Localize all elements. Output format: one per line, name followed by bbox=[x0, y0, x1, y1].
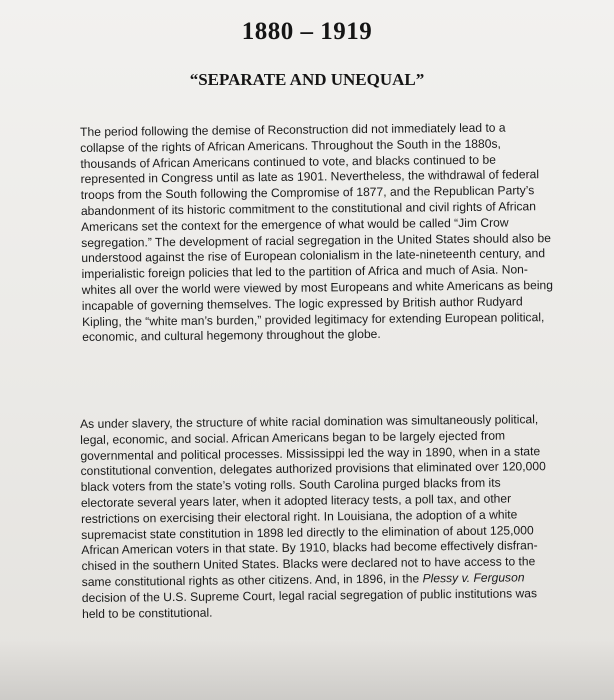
paragraph-line: restrictions on exercising their electoral right. In Louisiana, the adoption of a white bbox=[80, 507, 518, 526]
paragraph-line: chised in the southern United States. Blacks were declared not to have access to the bbox=[81, 554, 536, 574]
page-shadow bbox=[0, 640, 614, 700]
paragraph-line: Americans set the context for the emergence of what would be called “Jim Crow bbox=[80, 215, 509, 234]
paragraph-line: whites all over the world were viewed by most Europeans and white Americans as being bbox=[81, 278, 554, 297]
paragraph-line: constitutional convention, delegates authorized provisions that eliminated over 120,000 bbox=[80, 459, 546, 479]
page-title: 1880 – 1919 bbox=[241, 18, 373, 45]
paragraph-line: decision of the U.S. Supreme Court, legal racial segregation of public institutions was bbox=[81, 585, 538, 605]
paragraph-line: collapse of the rights of African Americans. Throughout the South in the 1880s, bbox=[80, 136, 501, 155]
paragraph-line: imperialistic foreign policies that led to the partition of Africa and much of Asia. Non- bbox=[81, 262, 528, 282]
paragraph-line: African American voters in that state. By 1910, blacks had become effectively disfran- bbox=[81, 538, 538, 558]
paragraph-line: held to be constitutional. bbox=[81, 605, 213, 621]
case-name: Plessy v. Ferguson bbox=[422, 570, 525, 586]
paragraph-line: troops from the South following the Compromise of 1877, and the Republican Party’s bbox=[80, 183, 535, 203]
paragraph-line: incapable of governing themselves. The logic expressed by British author Rudyard bbox=[81, 294, 523, 313]
paragraph-line: governmental and political processes. Mississippi led the way in 1890, when in a state bbox=[80, 443, 541, 463]
paragraph-line: As under slavery, the structure of white racial domination was simultaneously political, bbox=[80, 412, 539, 431]
page-subtitle: “SEPARATE AND UNEQUAL” bbox=[189, 70, 425, 89]
paragraph-line: supremacist state constitution in 1898 led directly to the elimination of about 125,000 bbox=[81, 522, 534, 542]
paragraph-line: black voters from the state’s voting rolls. South Carolina purged blacks from its bbox=[80, 475, 501, 495]
paragraph-line: The period following the demise of Reconstruction did not immediately lead to a bbox=[80, 120, 506, 139]
paragraph-1 bbox=[80, 120, 572, 346]
paragraph-line: abandonment of its historic commitment to the constitutional and civil rights of African bbox=[80, 199, 537, 218]
paragraph-2 bbox=[80, 412, 572, 622]
paragraph-line: understood against the rise of European colonialism in the late-nineteenth century, and bbox=[81, 246, 546, 266]
paragraph-line: economic, and cultural hegemony throughout the globe. bbox=[82, 327, 381, 345]
paragraph-line: segregation.” The development of racial segregation in the United States should also be bbox=[81, 230, 551, 250]
paragraph-line: electorate several years later, when it adopted literacy tests, a poll tax, and other bbox=[80, 491, 512, 510]
paragraph-line: legal, economic, and social. African Americans began to be largely ejected from bbox=[80, 428, 506, 447]
paragraph-line: represented in Congress until as late as 1901. Nevertheless, the withdrawal of federal bbox=[80, 167, 540, 187]
paragraph-line: thousands of African Americans continued to vote, and blacks continued to be bbox=[80, 152, 496, 171]
paragraph-line-text: same constitutional rights as other citizens. And, in 1896, in the bbox=[81, 571, 420, 589]
paragraph-line: Kipling, the “white man’s burden,” provided legitimacy for extending European political, bbox=[81, 309, 545, 329]
